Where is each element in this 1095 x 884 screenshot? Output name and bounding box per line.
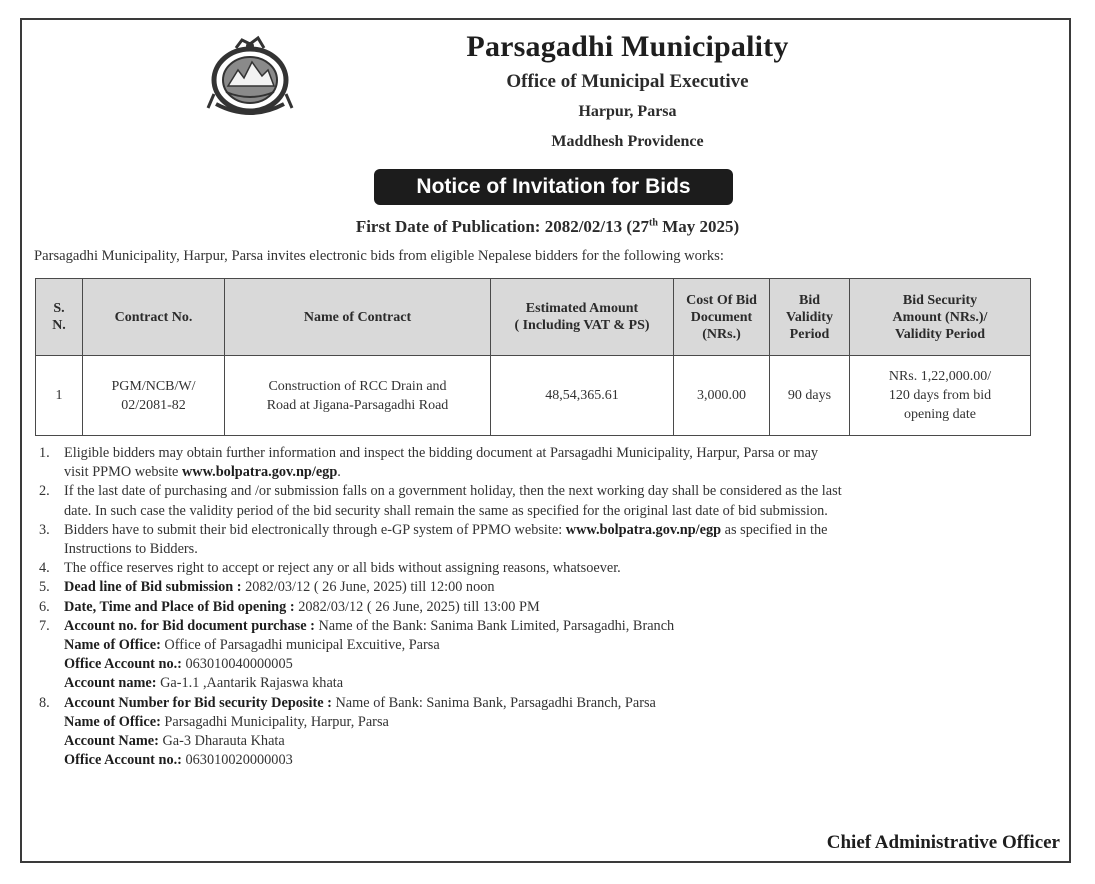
intro-text: Parsagadhi Municipality, Harpur, Parsa invites electronic bids from eligible Nepalese bidders for the following works:	[34, 248, 724, 264]
table-row	[36, 356, 1031, 436]
table-header-row	[36, 279, 1031, 356]
note-item-4: 4. The office reserves right to accept or reject any or all bids without assigning reasons, whatsoever.	[39, 560, 621, 577]
note-item-5: 5. Dead line of Bid submission : 2082/03/12 ( 26 June, 2025) till 12:00 noon	[39, 579, 495, 596]
bolpatra-link[interactable]: www.bolpatra.gov.np/egp	[181, 464, 338, 481]
header-estimated-amount: Estimated Amount ( Including VAT & PS)	[491, 279, 674, 356]
cell-contract-no: PGM/NCB/W/ 02/2081-82	[83, 356, 225, 436]
header-bid-validity: Bid Validity Period	[770, 279, 850, 356]
note-item-8: 8. Account Number for Bid security Deposite : Name of Bank: Sanima Bank, Parsagadhi Branch, Parsa Name of Office: Parsagadhi Municipality, Harpur, Parsa Account Name: Ga-3 Dharauta Khata Office Account no.: 063010020000003	[39, 694, 656, 769]
header-bid-security: Bid Security Amount (NRs.)/ Validity Period	[850, 279, 1031, 356]
office-name: Office of Municipal Executive	[506, 71, 749, 92]
header-cost-of-bid: Cost Of Bid Document (NRs.)	[674, 279, 770, 356]
municipality-name: Parsagadhi Municipality	[466, 30, 789, 63]
note-item-7: 7. Account no. for Bid document purchase : Name of the Bank: Sanima Bank Limited, Parsagadhi, Branch Name of Office: Office of Parsagadhi municipal Excuitive, Parsa Office Account no.: 063010040000005 Account name: Ga-1.1 ,Aantarik Rajaswa khata	[39, 617, 675, 692]
note-item-3: 3. Bidders have to submit their bid electronically through e-GP system of PPMO website: www.bolpatra.gov.np/egp as specified in the Instructions to Bidders.	[39, 521, 828, 558]
note-item-1: 1. Eligible bidders may obtain further information and inspect the bidding document at Parsagadhi Municipality, Harpur, Parsa or may visit PPMO website www.bolpatra.gov.np/egp.	[39, 445, 819, 481]
province-name: Maddhesh Providence	[551, 133, 704, 150]
bids-table	[35, 278, 1031, 436]
notes-list	[36, 444, 1066, 770]
office-location: Harpur, Parsa	[578, 103, 677, 120]
header-contract-name: Name of Contract	[225, 279, 491, 356]
cell-contract-name: Construction of RCC Drain and Road at Jigana-Parsagadhi Road	[225, 356, 491, 436]
note-item-2: 2. If the last date of purchasing and /or submission falls on a government holiday, then the next working day shall be considered as the last date. In such case the validity period of the bid security shall remain the same as specified for the original last date of bid submission.	[39, 483, 842, 519]
cell-estimated-amount: 48,54,365.61	[491, 356, 674, 436]
signature-title: Chief Administrative Officer	[826, 832, 1060, 853]
header-contract-no: Contract No.	[83, 279, 225, 356]
cell-bid-validity: 90 days	[770, 356, 850, 436]
notice-title-banner: Notice of Invitation for Bids	[374, 169, 733, 205]
cell-sn: 1	[36, 356, 83, 436]
cell-cost-of-bid: 3,000.00	[674, 356, 770, 436]
note-item-6: 6. Date, Time and Place of Bid opening : 2082/03/12 ( 26 June, 2025) till 13:00 PM	[39, 598, 540, 615]
cell-bid-security: NRs. 1,22,000.00/ 120 days from bid opening date	[850, 356, 1031, 436]
publication-date: First Date of Publication: 2082/02/13 (27th May 2025)	[355, 217, 740, 236]
header-sn: S. N.	[36, 279, 83, 356]
bolpatra-link[interactable]: www.bolpatra.gov.np/egp	[565, 521, 722, 538]
